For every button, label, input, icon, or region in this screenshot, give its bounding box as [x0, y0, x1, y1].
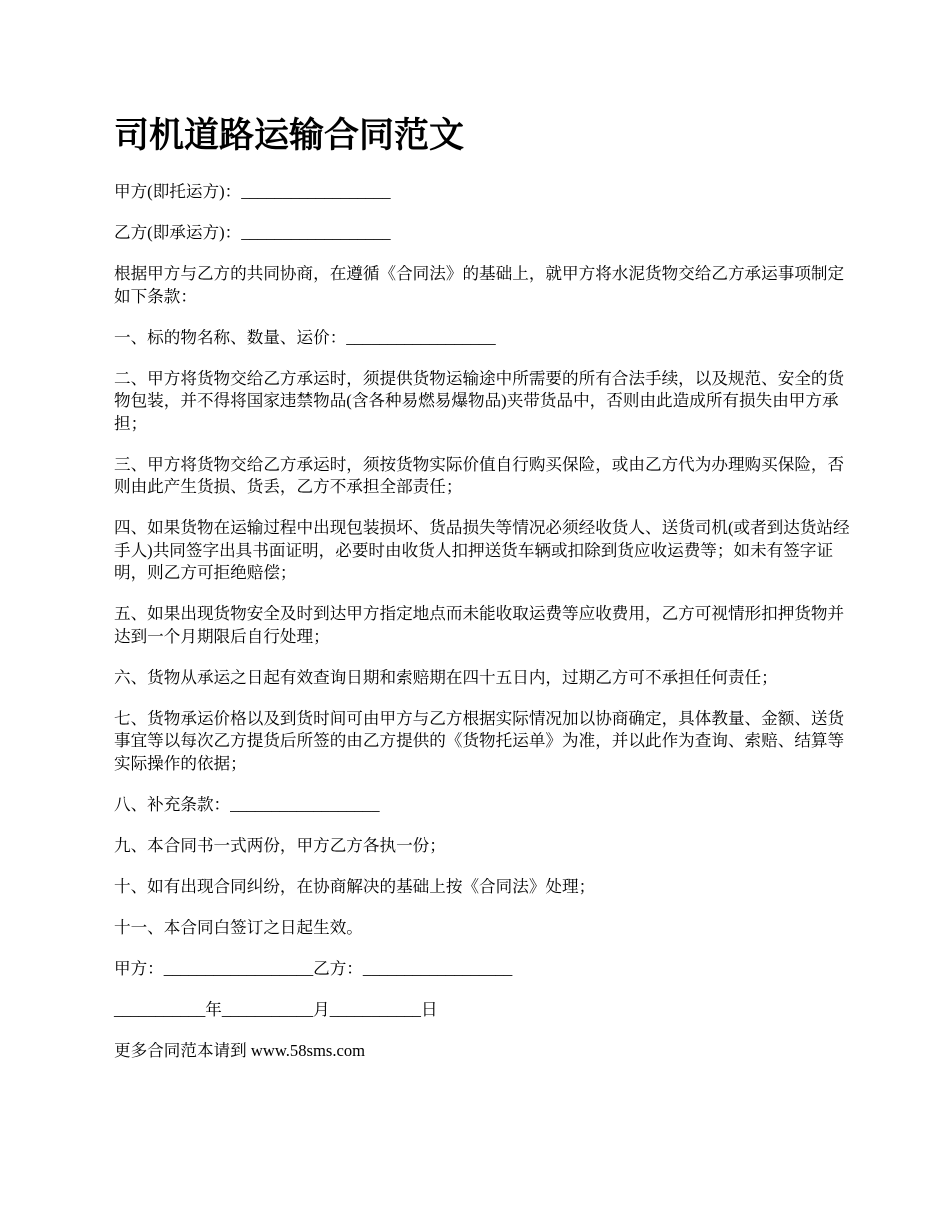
- clause-6: 六、货物从承运之日起有效查询日期和索赔期在四十五日内，过期乙方可不承担任何责任；: [114, 667, 778, 687]
- party-a-line: 甲方(即托运方)：__________________: [114, 182, 391, 201]
- clause-8: 八、补充条款：__________________: [114, 794, 380, 814]
- clause-3: 三、甲方将货物交给乙方承运时，须按货物实际价值自行购买保险，或由乙方代为办理购买保险，否则由此产生货损、货丢，乙方不承担全部责任；: [114, 454, 845, 496]
- clause-10: 十、如有出现合同纠纷，在协商解决的基础上按《合同法》处理；: [114, 876, 596, 896]
- preamble-paragraph: 根据甲方与乙方的共同协商，在遵循《合同法》的基础上，就甲方将水泥货物交给乙方承运事项制定如下条款：: [114, 264, 845, 306]
- signature-line: 甲方：__________________乙方：__________________: [114, 958, 513, 978]
- footer-note: 更多合同范本请到 www.58sms.com: [114, 1040, 366, 1060]
- party-b-line: 乙方(即承运方)：__________________: [114, 223, 391, 242]
- date-line: ___________年___________月___________日: [114, 999, 438, 1019]
- clause-7: 七、货物承运价格以及到货时间可由甲方与乙方根据实际情况加以协商确定，具体教量、金额、送货事宜等以每次乙方提货后所签的由乙方提供的《货物托运单》为准，并以此作为查询、索赔、结算等实际操作的依据；: [114, 708, 845, 773]
- document-title: 司机道路运输合同范文: [114, 116, 465, 156]
- clause-9: 九、本合同书一式两份，甲方乙方各执一份；: [114, 835, 446, 855]
- document-body: [114, 181, 854, 1081]
- clause-4: 四、如果货物在运输过程中出现包装损坏、货品损失等情况必须经收货人、送货司机(或者到达货站经手人)共同签字出具书面证明，必要时由收货人扣押送货车辆或扣除到货应收运费等；如未有签字证明，则乙方可拒绝赔偿；: [114, 518, 850, 582]
- clause-11: 十一、本合同白签订之日起生效。: [114, 917, 363, 937]
- clause-5: 五、如果出现货物安全及时到达甲方指定地点而未能收取运费等应收费用，乙方可视情形扣押货物并达到一个月期限后自行处理；: [114, 604, 845, 646]
- clause-2: 二、甲方将货物交给乙方承运时，须提供货物运输途中所需要的所有合法手续，以及规范、安全的货物包装，并不得将国家违禁物品(含各种易燃易爆物品)夹带货品中，否则由此造成所有损失由甲方承担；: [114, 368, 845, 433]
- clause-1: 一、标的物名称、数量、运价：__________________: [114, 327, 496, 347]
